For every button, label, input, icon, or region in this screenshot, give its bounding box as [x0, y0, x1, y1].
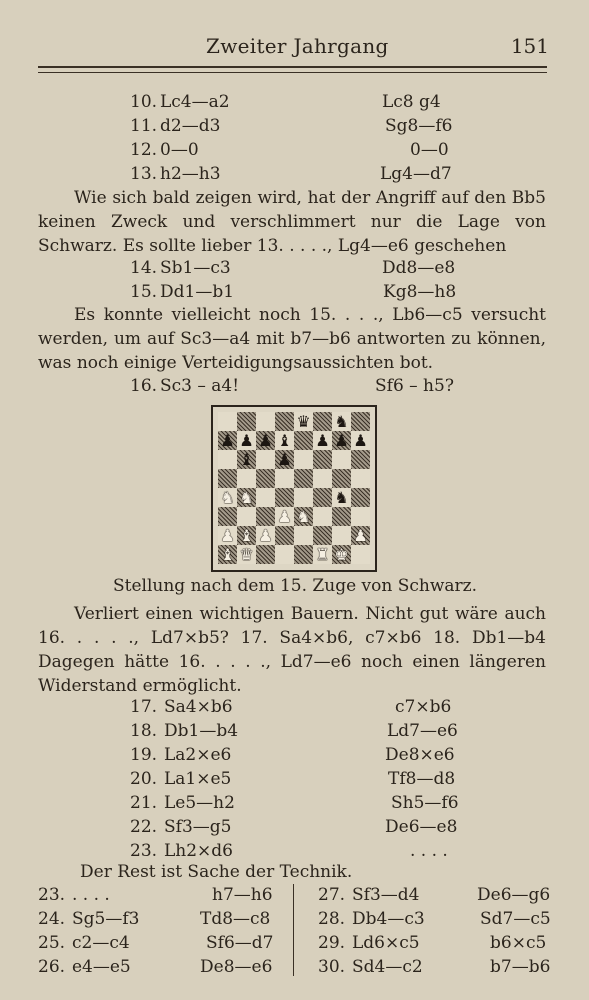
move-black: h7—h6: [212, 885, 273, 905]
move-white: Sf3—g5: [164, 817, 232, 837]
white-pawn-icon: ♟: [277, 507, 292, 526]
board-square: [294, 431, 313, 450]
board-square: [275, 488, 294, 507]
white-pawn-icon: ♟: [353, 526, 368, 545]
commentary-paragraph: [38, 602, 546, 698]
move-black: Td8—c8: [200, 909, 271, 929]
white-pawn-icon: ♟: [258, 526, 273, 545]
board-square: [332, 545, 351, 564]
board-square: [218, 412, 237, 431]
white-bishop-icon: ♝: [239, 526, 254, 545]
board-square: [351, 450, 370, 469]
black-pawn-icon: ♟: [258, 431, 273, 450]
move-black: Lc8 g4: [382, 92, 441, 112]
move-num: 26.: [38, 957, 66, 977]
board-square: [256, 526, 275, 545]
move-black: Sd7—c5: [480, 909, 551, 929]
move-white: Sg5—f3: [72, 909, 140, 929]
board-square: [332, 469, 351, 488]
move-black: Tf8—d8: [388, 769, 456, 789]
white-rook-icon: ♜: [315, 545, 330, 564]
board-square: [256, 450, 275, 469]
move-black: b6×c5: [490, 933, 547, 953]
board-square: [294, 450, 313, 469]
commentary-text: Verliert einen wichtigen Bauern. Nicht gut wäre auch 16. . . . ., Ld7×b5? 17. Sa4×b6, c7×b6 18. Db1—b4 Dagegen hätte 16. . . . ., Ld7—e6 noch einen längeren Widerstand ermöglicht.: [38, 604, 546, 696]
move-black: De6—e8: [385, 817, 458, 837]
move-white: Sf3—d4: [352, 885, 420, 905]
commentary-paragraph: [38, 860, 546, 884]
diagram-caption: Stellung nach dem 15. Zuge von Schwarz.: [112, 576, 478, 596]
board-square: [313, 450, 332, 469]
move-num: 14.: [130, 258, 158, 278]
move-num: 15.: [130, 282, 158, 302]
board-square: [294, 488, 313, 507]
move-black: De6—g6: [477, 885, 551, 905]
commentary-text: Der Rest ist Sache der Technik.: [80, 862, 353, 882]
board-square: [351, 545, 370, 564]
move-num: 23.: [130, 841, 158, 861]
move-num: 21.: [130, 793, 158, 813]
board-square: [275, 469, 294, 488]
white-bishop-icon: ♝: [220, 545, 235, 564]
board-square: [294, 507, 313, 526]
board-square: [294, 469, 313, 488]
move-white: c2—c4: [72, 933, 130, 953]
header-rule: [38, 66, 547, 73]
board-square: [256, 507, 275, 526]
move-black: Sf6 – h5?: [375, 376, 454, 396]
board-square: [351, 488, 370, 507]
move-num: 19.: [130, 745, 158, 765]
board-square: [294, 526, 313, 545]
move-num: 13.: [130, 164, 158, 184]
page-number: 151: [510, 34, 549, 58]
board-square: [294, 412, 313, 431]
white-knight-icon: ♞: [220, 488, 235, 507]
board-square: [237, 545, 256, 564]
commentary-paragraph: [38, 186, 546, 258]
board-square: [237, 431, 256, 450]
move-white: Sb1—c3: [160, 258, 231, 278]
move-num: 25.: [38, 933, 66, 953]
move-white: e4—e5: [72, 957, 131, 977]
black-queen-icon: ♛: [296, 412, 311, 431]
board-square: [313, 431, 332, 450]
board-square: [332, 450, 351, 469]
board-square: [218, 431, 237, 450]
move-num: 27.: [318, 885, 346, 905]
move-white: Sa4×b6: [164, 697, 233, 717]
move-num: 29.: [318, 933, 346, 953]
move-black: De8×e6: [385, 745, 455, 765]
move-black: Ld7—e6: [387, 721, 458, 741]
black-knight-icon: ♞: [334, 412, 349, 431]
board-square: [256, 488, 275, 507]
board-square: [351, 507, 370, 526]
black-bishop-icon: ♝: [239, 450, 254, 469]
move-num: 17.: [130, 697, 158, 717]
column-divider: [293, 884, 294, 976]
move-black: De8—e6: [200, 957, 273, 977]
move-white: Sd4—c2: [352, 957, 423, 977]
move-black: . . . .: [410, 841, 448, 861]
board-square: [313, 507, 332, 526]
commentary-text: Es konnte vielleicht noch 15. . . ., Lb6—c5 versucht werden, um auf Sc3—a4 mit b7—b6 antworten zu können, was noch einige Verteidigungsaussichten bot.: [38, 305, 546, 373]
board-square: [332, 507, 351, 526]
chess-diagram: [211, 405, 377, 572]
board-square: [256, 469, 275, 488]
move-white: Db4—c3: [352, 909, 425, 929]
board-square: [313, 412, 332, 431]
board-square: [294, 545, 313, 564]
board-square: [218, 545, 237, 564]
black-pawn-icon: ♟: [277, 450, 292, 469]
white-king-icon: ♚: [334, 545, 349, 564]
move-num: 20.: [130, 769, 158, 789]
move-black: Sg8—f6: [385, 116, 453, 136]
board-square: [218, 488, 237, 507]
board-square: [275, 412, 294, 431]
board-square: [256, 412, 275, 431]
black-pawn-icon: ♟: [239, 431, 254, 450]
move-white: Sc3 – a4!: [160, 376, 240, 396]
black-knight-icon: ♞: [334, 488, 349, 507]
move-white: d2—d3: [160, 116, 221, 136]
move-white: La1×e5: [164, 769, 232, 789]
board-square: [313, 545, 332, 564]
board-square: [313, 469, 332, 488]
page-header: [40, 32, 549, 62]
black-pawn-icon: ♟: [315, 431, 330, 450]
move-num: 22.: [130, 817, 158, 837]
board-square: [275, 507, 294, 526]
board-square: [332, 412, 351, 431]
commentary-paragraph: [38, 303, 546, 375]
move-white: Le5—h2: [164, 793, 235, 813]
running-title: Zweiter Jahrgang: [206, 34, 389, 58]
board-square: [237, 450, 256, 469]
move-white: La2×e6: [164, 745, 232, 765]
board-square: [332, 526, 351, 545]
board-square: [313, 526, 332, 545]
move-black: Kg8—h8: [383, 282, 457, 302]
white-queen-icon: ♛: [239, 545, 254, 564]
commentary-text: Wie sich bald zeigen wird, hat der Angriff auf den Bb5 keinen Zweck und verschlimmert nur die Lage von Schwarz. Es sollte lieber 13. . . . ., Lg4—e6 geschehen: [38, 188, 546, 256]
move-white: . . . .: [72, 885, 110, 905]
black-bishop-icon: ♝: [277, 431, 292, 450]
white-knight-icon: ♞: [239, 488, 254, 507]
move-black: b7—b6: [490, 957, 551, 977]
move-num: 24.: [38, 909, 66, 929]
board-square: [275, 526, 294, 545]
move-num: 12.: [130, 140, 158, 160]
move-black: Dd8—e8: [382, 258, 456, 278]
board-square: [275, 431, 294, 450]
board-square: [332, 431, 351, 450]
board-square: [256, 431, 275, 450]
board-square: [313, 488, 332, 507]
move-white: 0—0: [160, 140, 199, 160]
board-square: [237, 488, 256, 507]
move-num: 28.: [318, 909, 346, 929]
move-num: 23.: [38, 885, 66, 905]
board-square: [351, 431, 370, 450]
black-pawn-icon: ♟: [353, 431, 368, 450]
black-pawn-icon: ♟: [220, 431, 235, 450]
board-square: [218, 526, 237, 545]
board-square: [218, 507, 237, 526]
move-black: c7×b6: [395, 697, 452, 717]
board-square: [351, 412, 370, 431]
move-num: 16.: [130, 376, 158, 396]
move-black: Sf6—d7: [206, 933, 274, 953]
board-square: [237, 469, 256, 488]
move-white: Lh2×d6: [164, 841, 233, 861]
board-square: [351, 526, 370, 545]
move-num: 10.: [130, 92, 158, 112]
move-black: 0—0: [410, 140, 449, 160]
board-square: [237, 526, 256, 545]
board-square: [218, 469, 237, 488]
board-square: [332, 488, 351, 507]
move-num: 30.: [318, 957, 346, 977]
move-num: 11.: [130, 116, 158, 136]
white-knight-icon: ♞: [296, 507, 311, 526]
white-pawn-icon: ♟: [220, 526, 235, 545]
board-square: [256, 545, 275, 564]
chess-board: [218, 412, 370, 564]
move-white: h2—h3: [160, 164, 221, 184]
move-white: Db1—b4: [164, 721, 239, 741]
board-square: [218, 450, 237, 469]
board-square: [351, 469, 370, 488]
black-pawn-icon: ♟: [334, 431, 349, 450]
move-black: Lg4—d7: [380, 164, 452, 184]
board-square: [275, 450, 294, 469]
move-white: Ld6×c5: [352, 933, 420, 953]
board-square: [275, 545, 294, 564]
move-white: Lc4—a2: [160, 92, 230, 112]
board-square: [237, 412, 256, 431]
move-white: Dd1—b1: [160, 282, 235, 302]
board-square: [237, 507, 256, 526]
move-num: 18.: [130, 721, 158, 741]
move-black: Sh5—f6: [391, 793, 459, 813]
